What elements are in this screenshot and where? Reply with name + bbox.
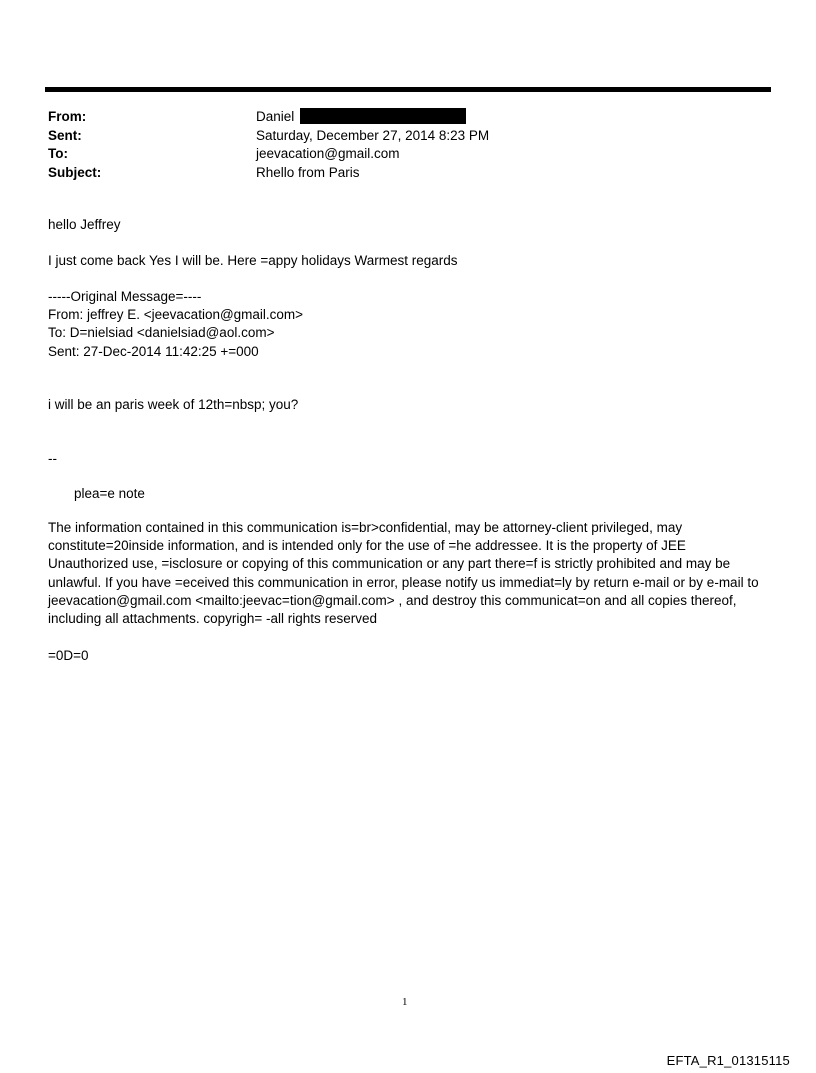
subject-row: [48, 164, 489, 183]
original-message-header: -----Original Message=---- From: jeffrey E. <jeevacation@gmail.com> To: D=nielsiad <danielsiad@aol.com> Sent: 27-Dec-2014 11:42:25 +=000: [48, 289, 304, 359]
from-label: From:: [48, 109, 87, 124]
top-rule: [45, 87, 771, 92]
to-row: [48, 145, 489, 164]
from-value: Daniel: [256, 109, 295, 124]
to-label: To:: [48, 146, 68, 161]
redaction-box: [300, 108, 466, 124]
to-value: jeevacation@gmail.com: [256, 146, 400, 161]
reply-text: I just come back Yes I will be. Here =appy holidays Warmest regards: [48, 253, 458, 268]
sent-value: Saturday, December 27, 2014 8:23 PM: [256, 127, 490, 143]
trailer-text: =0D=0: [48, 648, 89, 663]
sent-row: [48, 127, 489, 146]
signature-separator: --: [48, 451, 57, 466]
from-row: [48, 108, 489, 127]
note-heading: plea=e note: [74, 486, 145, 501]
subject-value: Rhello from Paris: [256, 164, 360, 180]
greeting: hello Jeffrey: [48, 217, 121, 232]
original-message-text: i will be an paris week of 12th=nbsp; you?: [48, 397, 299, 412]
bates-number: EFTA_R1_01315115: [666, 1053, 790, 1068]
disclaimer-text: The information contained in this communication is=br>confidential, may be attorney-client privileged, may constitute=20inside information, and is intended only for the use of =he addressee. It is the property of JEE Unauthorized use, =isclosure or copying of this communication or any part there=f is strictly prohibited and may be unlawful. If you have =eceived this communication in error, please notify us immediat=ly by return e-mail or by e-mail to jeevacation@gmail.com <mailto:jeevac=tion@gmail.com> , and destroy this communicat=on and all copies thereof, including all attachments. copyrigh= -all rights reserved: [48, 520, 759, 627]
page-number: 1: [402, 996, 408, 1008]
email-header: [48, 108, 489, 182]
subject-label: Subject:: [48, 164, 102, 180]
sent-label: Sent:: [48, 127, 82, 143]
